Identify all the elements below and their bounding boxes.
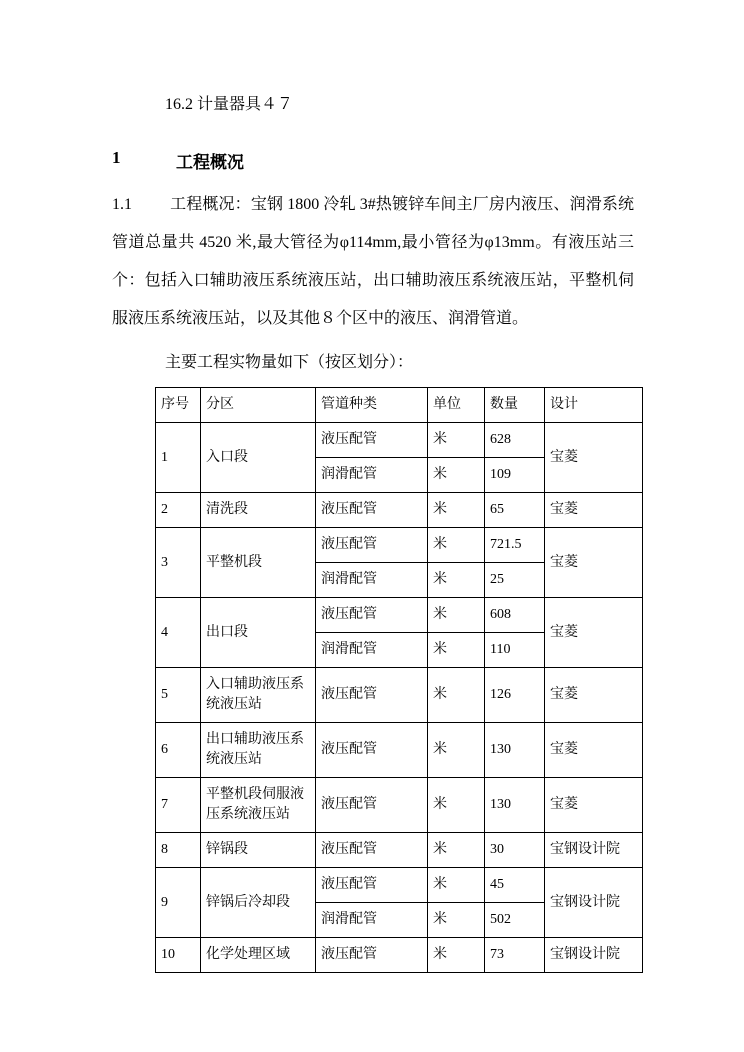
cell-qty: 126 <box>485 668 545 723</box>
cell-zone: 平整机段伺服液压系统液压站 <box>201 778 316 833</box>
cell-unit: 米 <box>428 458 485 493</box>
cell-seq: 1 <box>156 423 201 493</box>
cell-seq: 10 <box>156 938 201 973</box>
table-row <box>156 598 643 633</box>
cell-zone: 清洗段 <box>201 493 316 528</box>
cell-seq: 2 <box>156 493 201 528</box>
cell-unit: 米 <box>428 668 485 723</box>
table-row <box>156 493 643 528</box>
header-seq: 序号 <box>156 388 201 423</box>
cell-design: 宝钢设计院 <box>545 938 643 973</box>
header-zone: 分区 <box>201 388 316 423</box>
table-row <box>156 723 643 778</box>
cell-qty: 25 <box>485 563 545 598</box>
header-unit: 单位 <box>428 388 485 423</box>
cell-unit: 米 <box>428 938 485 973</box>
cell-unit: 米 <box>428 633 485 668</box>
paragraph-number: 1.1 <box>112 196 132 213</box>
section-heading <box>112 148 644 173</box>
cell-unit: 米 <box>428 598 485 633</box>
cell-qty: 65 <box>485 493 545 528</box>
cell-zone: 出口辅助液压系统液压站 <box>201 723 316 778</box>
header-design: 设计 <box>545 388 643 423</box>
section-number: 1 <box>112 148 121 167</box>
cell-unit: 米 <box>428 493 485 528</box>
cell-design: 宝菱 <box>545 778 643 833</box>
cell-unit: 米 <box>428 723 485 778</box>
cell-design: 宝菱 <box>545 598 643 668</box>
cell-design: 宝菱 <box>545 528 643 598</box>
quantities-table <box>155 387 643 973</box>
cell-qty: 30 <box>485 833 545 868</box>
cell-type: 液压配管 <box>316 493 428 528</box>
cell-qty: 721.5 <box>485 528 545 563</box>
cell-type: 液压配管 <box>316 833 428 868</box>
cell-type: 液压配管 <box>316 938 428 973</box>
section-title: 工程概况 <box>176 153 244 172</box>
cell-seq: 7 <box>156 778 201 833</box>
cell-design: 宝钢设计院 <box>545 833 643 868</box>
cell-unit: 米 <box>428 563 485 598</box>
cell-design: 宝菱 <box>545 423 643 493</box>
cell-seq: 4 <box>156 598 201 668</box>
cell-seq: 3 <box>156 528 201 598</box>
cell-type: 液压配管 <box>316 423 428 458</box>
cell-zone: 平整机段 <box>201 528 316 598</box>
cell-unit: 米 <box>428 833 485 868</box>
cell-seq: 6 <box>156 723 201 778</box>
table-row <box>156 668 643 723</box>
cell-unit: 米 <box>428 778 485 833</box>
cell-type: 润滑配管 <box>316 563 428 598</box>
table-intro: 主要工程实物量如下（按区划分）： <box>165 354 414 371</box>
header-qty: 数量 <box>485 388 545 423</box>
cell-qty: 130 <box>485 723 545 778</box>
table-row <box>156 938 643 973</box>
cell-qty: 130 <box>485 778 545 833</box>
cell-type: 润滑配管 <box>316 903 428 938</box>
cell-qty: 608 <box>485 598 545 633</box>
cell-seq: 8 <box>156 833 201 868</box>
paragraph-text: 工程概况：宝钢 1800 冷轧 3#热镀锌车间主厂房内液压、润滑系统管道总量共 4520 米,最大管径为φ114mm,最小管径为φ13mm。有液压站三个：包括入口辅助液压系统液压站，出口辅助液压系统液压站，平整机伺服液压系统液压站，以及其他８个区中的液压、润滑管道。 <box>112 196 634 327</box>
cell-zone: 出口段 <box>201 598 316 668</box>
cell-zone: 锌锅后冷却段 <box>201 868 316 938</box>
cell-zone: 锌锅段 <box>201 833 316 868</box>
cell-type: 润滑配管 <box>316 458 428 493</box>
header-type: 管道种类 <box>316 388 428 423</box>
cell-design: 宝菱 <box>545 723 643 778</box>
cell-zone: 化学处理区域 <box>201 938 316 973</box>
body-paragraph <box>112 186 634 338</box>
cell-qty: 109 <box>485 458 545 493</box>
table-row <box>156 868 643 903</box>
cell-zone: 入口辅助液压系统液压站 <box>201 668 316 723</box>
cell-type: 液压配管 <box>316 668 428 723</box>
table-row <box>156 833 643 868</box>
cell-design: 宝菱 <box>545 493 643 528</box>
cell-zone: 入口段 <box>201 423 316 493</box>
cell-type: 液压配管 <box>316 528 428 563</box>
table-row <box>156 528 643 563</box>
toc-line: 16.2 计量器具４７ <box>165 96 294 113</box>
cell-design: 宝菱 <box>545 668 643 723</box>
cell-unit: 米 <box>428 423 485 458</box>
cell-qty: 110 <box>485 633 545 668</box>
cell-type: 液压配管 <box>316 868 428 903</box>
cell-type: 液压配管 <box>316 723 428 778</box>
cell-qty: 502 <box>485 903 545 938</box>
cell-unit: 米 <box>428 528 485 563</box>
cell-unit: 米 <box>428 868 485 903</box>
cell-unit: 米 <box>428 903 485 938</box>
cell-type: 液压配管 <box>316 778 428 833</box>
table-row <box>156 423 643 458</box>
cell-qty: 73 <box>485 938 545 973</box>
cell-type: 润滑配管 <box>316 633 428 668</box>
table-row <box>156 778 643 833</box>
cell-seq: 5 <box>156 668 201 723</box>
cell-type: 液压配管 <box>316 598 428 633</box>
cell-design: 宝钢设计院 <box>545 868 643 938</box>
cell-qty: 628 <box>485 423 545 458</box>
cell-qty: 45 <box>485 868 545 903</box>
table-header-row <box>156 388 643 423</box>
cell-seq: 9 <box>156 868 201 938</box>
